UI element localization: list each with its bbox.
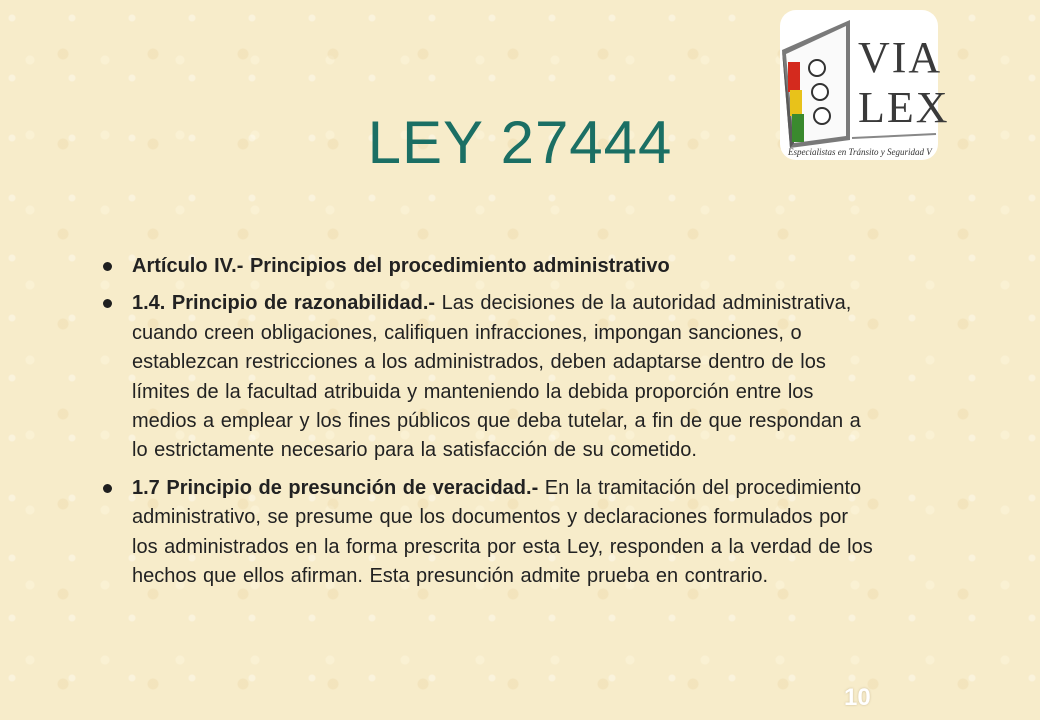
bullet-dot-icon [103,299,112,308]
page-number: 10 [844,684,871,711]
bullet-dot-icon [103,262,112,271]
slide-title: LEY 27444 [367,109,673,176]
bullet-heading: 1.4. Principio de razonabilidad.- [132,292,442,315]
bullet-body: Las decisiones de la autoridad administrativa, cuando creen obligaciones, califiquen infracciones, impongan sanciones, o establezcan restricciones a los administrados, deben adaptarse dentro de los límites de la facultad atribuida y manteniendo la debida proporción entre los medios a emplear y los fines públicos que deba tutelar, a fin de que respondan a lo estrictamente necesario para la satisfacción de su cometido. [132,292,861,462]
logo-word-lex: LEX [858,83,950,132]
logo-word-via: VIA [858,33,943,82]
bullet-heading: 1.7 Principio de presunción de veracidad.- [132,476,545,499]
logo-tagline: Especialistas en Tránsito y Seguridad V [788,147,932,157]
bullet-body: En la tramitación del procedimiento administrativo, se presume que los documentos y declaraciones formulados por los administrados en la forma prescrita por esta Ley, responden a la verdad de los hechos que ellos afirman. Esta presunción admite prueba en contrario. [132,476,873,588]
bullet-text [132,289,876,465]
bullet-item [96,289,876,465]
bullet-dot-icon [103,484,112,493]
bullet-text [132,252,876,281]
bullet-item [96,474,876,592]
bullet-item [96,252,876,281]
bullet-heading: Artículo IV.- Principios del procedimiento administrativo [132,255,670,277]
bullet-list [96,252,876,599]
bullet-text [132,474,876,592]
